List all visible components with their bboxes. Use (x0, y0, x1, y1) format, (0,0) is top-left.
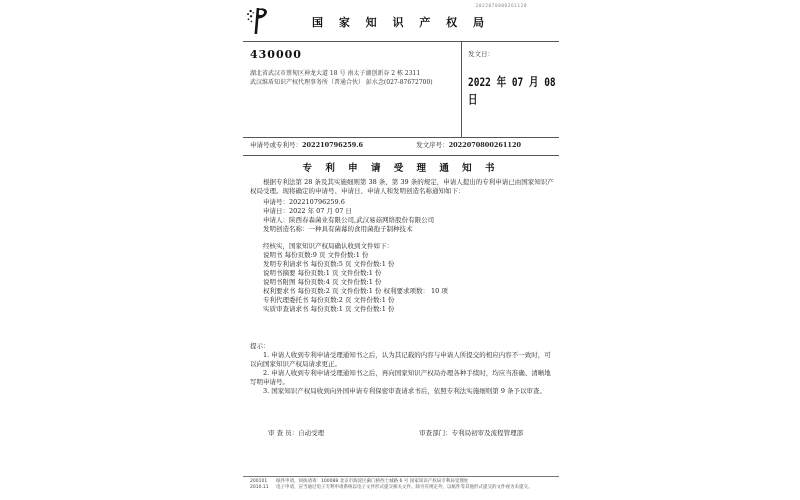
examiner-value: 自动受理 (298, 429, 325, 437)
field-application-date: 申请日：2022 年 07 月 07 日 (263, 207, 352, 215)
notes-section (250, 342, 554, 396)
examiner-label: 审 查 员： (268, 429, 299, 437)
document-item: 专利代理委托书 每份页数:2 页 文件份数:1 份 (263, 296, 395, 304)
note-item-2: 2. 申请人收到专利申请受理通知书之后，再向国家知识产权局办理各种手续时，均应当准确、清晰地写明申请号。 (250, 369, 551, 386)
document-item: 权利要求书 每份页数:2 页 文件份数:1 份 权利要求项数： 10 项 (263, 287, 448, 295)
field-invention-title: 发明创造名称：一种具有菌幕的食用菌孢子制种技术 (263, 225, 413, 233)
footer (250, 479, 548, 491)
note-item-3: 3. 国家知识产权局收到向外国申请专利保密审查请求书后，依照专利法实施细则第 9 条予以审查。 (263, 387, 547, 395)
reference-divider (243, 155, 559, 156)
received-documents-list (250, 251, 554, 314)
barcode-number: 2022070800261120 (475, 4, 527, 9)
notice-body (250, 178, 554, 314)
department-label: 审查部门： (419, 429, 452, 437)
signature-row (250, 428, 554, 437)
footer-divider (243, 476, 559, 477)
footer-form-version: 2010.11 (250, 485, 269, 490)
dispatch-date-label: 发文日： (468, 50, 494, 58)
field-applicant: 申请人：陕西春森菌业有限公司,武汉易菇网络股份有限公司 (263, 216, 435, 224)
document-header (240, 0, 562, 41)
document-item: 发明专利请求书 每份页数:5 页 文件份数:1 份 (263, 260, 395, 268)
recipient-address-block (243, 42, 461, 137)
serial-number-field (416, 140, 521, 149)
application-number-value: 202210796259.6 (302, 141, 364, 149)
application-number-field (250, 140, 363, 149)
intro-paragraph: 根据专利法第 28 条及其实施细则第 38 条、第 39 条的规定，申请人提出的专利申请已由国家知识产权局受理。现将确定的申请号、申请日、申请人和发明创造名称通知如下： (250, 178, 554, 195)
notes-label: 提示： (250, 342, 270, 350)
examiner-field (268, 428, 324, 437)
document-page (240, 0, 562, 500)
footer-form-code: 200101 (250, 479, 268, 484)
document-item: 说明书 每份页数:9 页 文件份数:1 份 (263, 251, 369, 259)
document-item: 说明书附图 每份页数:4 页 文件份数:1 份 (263, 278, 382, 286)
serial-number-value: 2022070800261120 (448, 141, 521, 149)
postal-code: 430000 (250, 48, 302, 61)
department-field (419, 428, 523, 437)
info-divider (243, 137, 559, 138)
dispatch-date-value: 2022 年 07 月 08 日 (468, 75, 556, 107)
address-line-1: 湖北省武汉市蔡甸区神龙大道 18 号 南太子湖创新谷 2 栋 2311 (250, 70, 421, 77)
recipient-address (250, 69, 457, 87)
confirm-line: 经核实，国家知识产权局确认收到文件如下： (263, 242, 393, 250)
note-item-1: 1. 申请人收到专利申请受理通知书之后，认为其记载的内容与申请人所提交的相应内容不一致时，可以向国家知识产权局请求更正。 (250, 351, 551, 368)
footer-row-electronic (250, 485, 548, 491)
recipient-info-block (243, 42, 559, 137)
application-fields (250, 198, 554, 234)
field-application-number: 申请号：202210796259.6 (263, 198, 345, 206)
footer-paper-instruction: 纸件申请，回执请寄：100088 北京市海淀区蓟门桥西土城路 6 号 国家知识产权局专利局受理处 (276, 479, 469, 484)
notice-title: 专 利 申 请 受 理 通 知 书 (302, 163, 500, 174)
org-name: 国 家 知 识 产 权 局 (312, 16, 490, 29)
footer-electronic-instruction: 电子申请，应当通过电子专利申请系统以电子文件形式提交相关文件。除另有规定外，以纸件等其他形式提交的文件视为未提交。 (276, 485, 533, 490)
document-item: 实质审查请求书 每份页数:1 页 文件份数:1 份 (263, 305, 395, 313)
address-line-2: 武汉维盾知识产权代理事务所（普通合伙） 彭水念(027-87672700) (250, 79, 433, 86)
dispatch-date-box (461, 42, 559, 137)
serial-number-label: 发文序号： (416, 141, 449, 149)
department-value: 专利局初审及流程管理部 (451, 429, 524, 437)
document-item: 说明书摘要 每份页数:1 页 文件份数:1 份 (263, 269, 382, 277)
application-number-label: 申请号或专利号： (250, 141, 302, 149)
reference-row (243, 140, 559, 149)
